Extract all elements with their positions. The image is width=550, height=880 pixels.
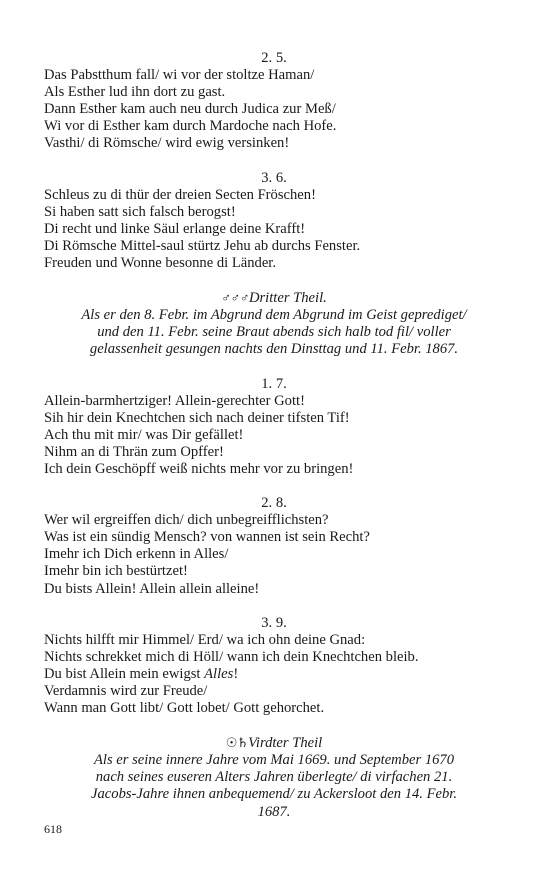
section-title-text: Virdter Theil xyxy=(248,735,323,752)
verse-line: Nichts hilfft mir Himmel/ Erd/ wa ich ohn deine Gnad: xyxy=(44,631,366,648)
emphasized-word: Alles xyxy=(204,665,234,682)
section-subtitle-line: und den 11. Febr. seine Braut abends sich halb tod fil/ voller xyxy=(97,324,451,341)
section-subtitle-line: Jacobs-Jahre ihnen anbequemend/ zu Ackersloot den 14. Febr. xyxy=(91,786,457,803)
verse-line: Das Pabstthum fall/ wi vor der stoltze Haman/ xyxy=(44,67,315,84)
document-page xyxy=(44,50,504,838)
verse-line: Schleus zu di thür der dreien Secten Fröschen! xyxy=(44,186,316,203)
verse-line: Wer wil ergreiffen dich/ dich unbegreifflichsten? xyxy=(44,512,329,529)
page-number: 618 xyxy=(44,822,62,836)
verse-line: Du bists Allein! Allein allein alleine! xyxy=(44,580,260,597)
verse-line: Vasthi/ di Römsche/ wird ewig versinken! xyxy=(44,135,290,152)
verse-line: Was ist ein sündig Mensch? von wannen ist sein Recht? xyxy=(44,529,370,546)
stanza-3-6 xyxy=(44,170,504,273)
verse-line: Freuden und Wonne besonne di Länder. xyxy=(44,255,277,272)
verse-line: Nihm an di Thrän zum Opffer! xyxy=(44,443,224,460)
verse-line: Si haben satt sich falsch berogst! xyxy=(44,203,236,220)
verse-line-emphasis xyxy=(44,666,504,683)
verse-line: Dann Esther kam auch neu durch Judica zur Meß/ xyxy=(44,101,336,118)
verse-line: Verdamnis wird zur Freude/ xyxy=(44,683,208,699)
verse-line: Als Esther lud ihn dort zu gast. xyxy=(44,84,226,101)
stanza-number: 2. 5. xyxy=(261,50,287,66)
verse-line: Nichts schrekket mich di Höll/ wann ich dein Knechtchen bleib. xyxy=(44,648,419,665)
mars-symbols-icon: ♂♂♂ xyxy=(221,290,249,306)
section-subtitle-line: gelassenheit gesungen nachts den Dinsttag und 11. Febr. 1867. xyxy=(89,341,459,358)
section-dritter-theil xyxy=(44,289,504,358)
stanza-number: 3. 6. xyxy=(261,169,287,186)
sun-saturn-symbols-icon: ☉♄ xyxy=(225,735,249,751)
stanza-1-7 xyxy=(44,376,504,479)
section-subtitle-line: nach seines euseren Alters Jahren überlegte/ di virfachen 21. xyxy=(95,769,453,786)
stanza-number: 3. 9. xyxy=(261,614,287,631)
verse-line: Di Römsche Mittel-saul stürtz Jehu ab durchs Fenster. xyxy=(44,237,361,254)
section-title-text: Dritter Theil. xyxy=(248,290,327,307)
verse-line: Di recht und linke Säul erlange deine Krafft! xyxy=(44,220,306,237)
verse-text: ! xyxy=(233,665,239,682)
section-title xyxy=(44,289,504,307)
verse-line: Sih hir dein Knechtchen sich nach deiner tifsten Tif! xyxy=(44,409,350,426)
section-title xyxy=(44,734,504,752)
verse-line: Ach thu mit mir/ was Dir gefället! xyxy=(44,426,244,443)
stanza-3-9 xyxy=(44,615,504,718)
stanza-2-8 xyxy=(44,495,504,598)
verse-line: Imehr ich Dich erkenn in Alles/ xyxy=(44,546,229,563)
verse-line: Wi vor di Esther kam durch Mardoche nach Hofe. xyxy=(44,118,337,135)
verse-text: Du bist Allein mein ewigst xyxy=(44,665,205,682)
section-subtitle-line: Als er den 8. Febr. im Abgrund dem Abgrund im Geist geprediget/ xyxy=(81,307,467,324)
verse-line: Allein-barmhertziger! Allein-gerechter Gott! xyxy=(44,392,305,409)
verse-line: Wann man Gott libt/ Gott lobet/ Gott gehorchet. xyxy=(44,700,325,717)
section-virdter-theil xyxy=(44,734,504,820)
section-subtitle-line: 1687. xyxy=(257,803,291,820)
verse-line: Imehr bin ich bestürtzet! xyxy=(44,563,188,580)
stanza-2-5 xyxy=(44,50,504,153)
section-subtitle-line: Als er seine innere Jahre vom Mai 1669. und September 1670 xyxy=(93,752,455,769)
verse-line: Ich dein Geschöpff weiß nichts mehr vor zu bringen! xyxy=(44,460,354,477)
stanza-number: 2. 8. xyxy=(261,495,287,512)
stanza-number: 1. 7. xyxy=(261,375,287,392)
